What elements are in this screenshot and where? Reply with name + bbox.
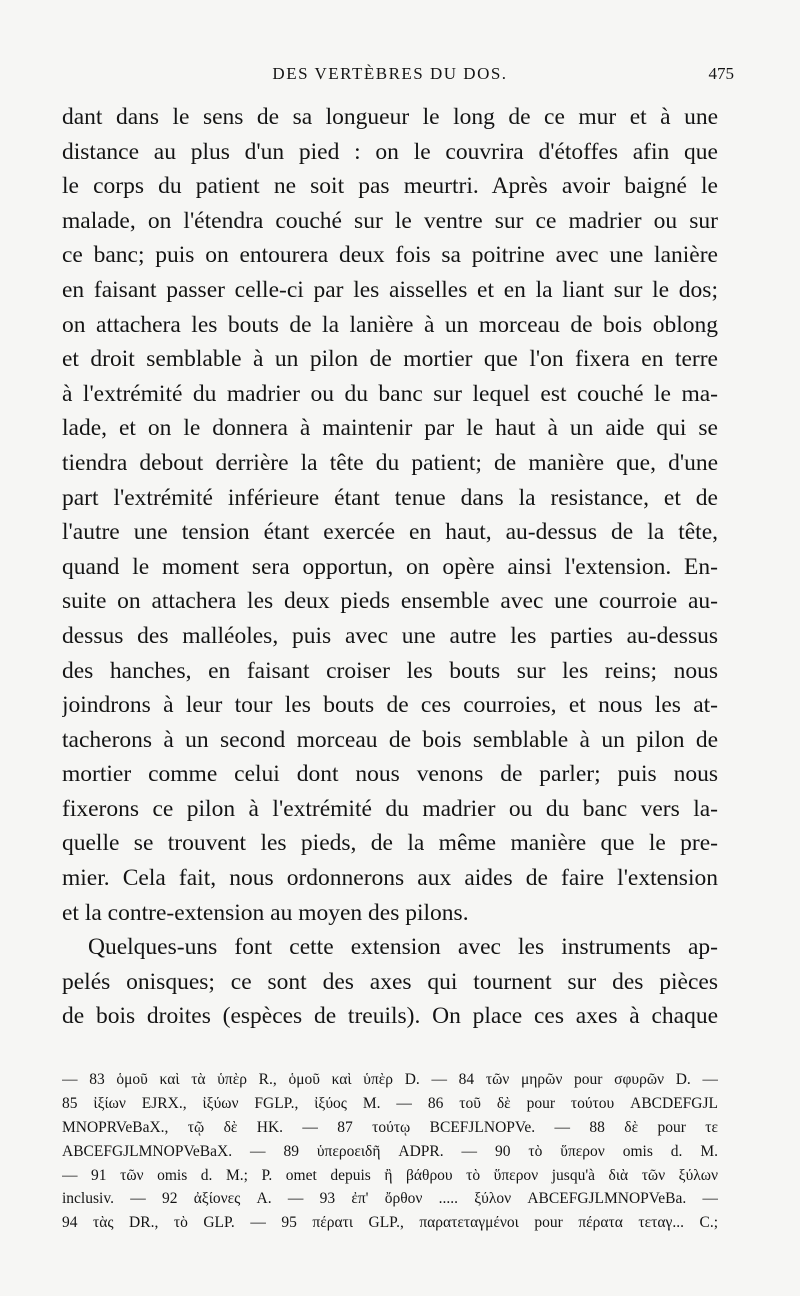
- text-line: fixerons ce pilon à l'extrémité du madrier ou du banc vers la-: [62, 795, 718, 822]
- text-line: suite on attachera les deux pieds ensemble avec une courroie au-: [62, 588, 718, 615]
- text-line: on attachera les bouts de la lanière à un morceau de bois oblong: [62, 311, 718, 338]
- text-line: et droit semblable à un pilon de mortier que l'on fixera en terre: [62, 346, 718, 373]
- footnotes: [62, 1068, 718, 1235]
- text-line: le corps du patient ne soit pas meurtri. Après avoir baigné le: [62, 173, 718, 200]
- footnote-line: MNOPRVeBaX., τῷ δὲ HK. — 87 τούτῳ BCEFJLNOPVe. — 88 δὲ pour τε: [62, 1118, 718, 1136]
- text-line: dessus des malléoles, puis avec une autre les parties au-dessus: [62, 622, 718, 649]
- text-line: tiendra debout derrière la tête du patient; de manière que, d'une: [62, 449, 718, 476]
- text-line: ce banc; puis on entourera deux fois sa poitrine avec une lanière: [62, 242, 718, 269]
- text-line: et la contre-extension au moyen des pilons.: [62, 899, 469, 926]
- text-line: mortier comme celui dont nous venons de parler; puis nous: [62, 761, 718, 788]
- running-head: [60, 64, 734, 94]
- text-line: Quelques-uns font cette extension avec les instruments ap-: [88, 934, 718, 961]
- text-line: tacherons à un second morceau de bois semblable à un pilon de: [62, 726, 718, 753]
- text-line: de bois droites (espèces de treuils). On place ces axes à chaque: [62, 1003, 718, 1030]
- running-title: DES VERTÈBRES DU DOS.: [272, 64, 508, 83]
- text-line: en faisant passer celle-ci par les aisselles et en la liant sur le dos;: [62, 276, 718, 303]
- footnote-line: — 83 ὁμοῦ καὶ τὰ ὑπὲρ R., ὁμοῦ καὶ ὑπὲρ D. — 84 τῶν μηρῶν pour σφυρῶν D. —: [62, 1071, 718, 1088]
- text-line: lade, et on le donnera à maintenir par le haut à un aide qui se: [62, 415, 718, 442]
- footnote-line: 94 τὰς DR., τὸ GLP. — 95 πέρατι GLP., παρατεταγμένοι pour πέρατα τεταγ... C.;: [62, 1214, 718, 1232]
- footnote-line: inclusiv. — 92 ἀξίονες A. — 93 ἐπ' ὄρθον ..... ξύλον ABCEFGJLMNOPVeBa. —: [62, 1190, 718, 1208]
- text-line: l'autre une tension étant exercée en haut, au-dessus de la tête,: [62, 519, 718, 546]
- text-line: des hanches, en faisant croiser les bouts sur les reins; nous: [62, 657, 718, 684]
- text-line: pelés onisques; ce sont des axes qui tournent sur des pièces: [62, 968, 718, 995]
- page-number: 475: [708, 64, 734, 83]
- text-line: mier. Cela fait, nous ordonnerons aux aides de faire l'extension: [62, 865, 718, 892]
- text-line: quand le moment sera opportun, on opère ainsi l'extension. En-: [62, 553, 718, 580]
- text-line: quelle se trouvent les pieds, de la même manière que le pre-: [62, 830, 718, 857]
- text-line: malade, on l'étendra couché sur le ventre sur ce madrier ou sur: [62, 207, 718, 234]
- text-line: joindrons à leur tour les bouts de ces courroies, et nous les at-: [62, 692, 718, 719]
- footnote-line: 85 ἰξίων EJRX., ἰξύων FGLP., ἰξύος M. — 86 τοῦ δὲ pour τούτου ABCDEFGJL: [62, 1094, 718, 1112]
- text-line: dant dans le sens de sa longueur le long de ce mur et à une: [62, 104, 718, 130]
- text-line: à l'extrémité du madrier ou du banc sur lequel est couché le ma-: [62, 380, 718, 407]
- text-line: distance au plus d'un pied : on le couvrira d'étoffes afin que: [62, 138, 718, 165]
- body-text: [62, 100, 718, 1034]
- footnote-line: ABCEFGJLMNOPVeBaX. — 89 ὑπεροειδῆ ADPR. — 90 τὸ ὕπερον omis d. M.: [62, 1142, 718, 1160]
- text-line: part l'extrémité inférieure étant tenue dans la resistance, et de: [62, 484, 718, 511]
- footnote-line: — 91 τῶν omis d. M.; P. omet depuis ἢ βάθρου τὸ ὕπερον jusqu'à διὰ τῶν ξύλων: [62, 1166, 718, 1184]
